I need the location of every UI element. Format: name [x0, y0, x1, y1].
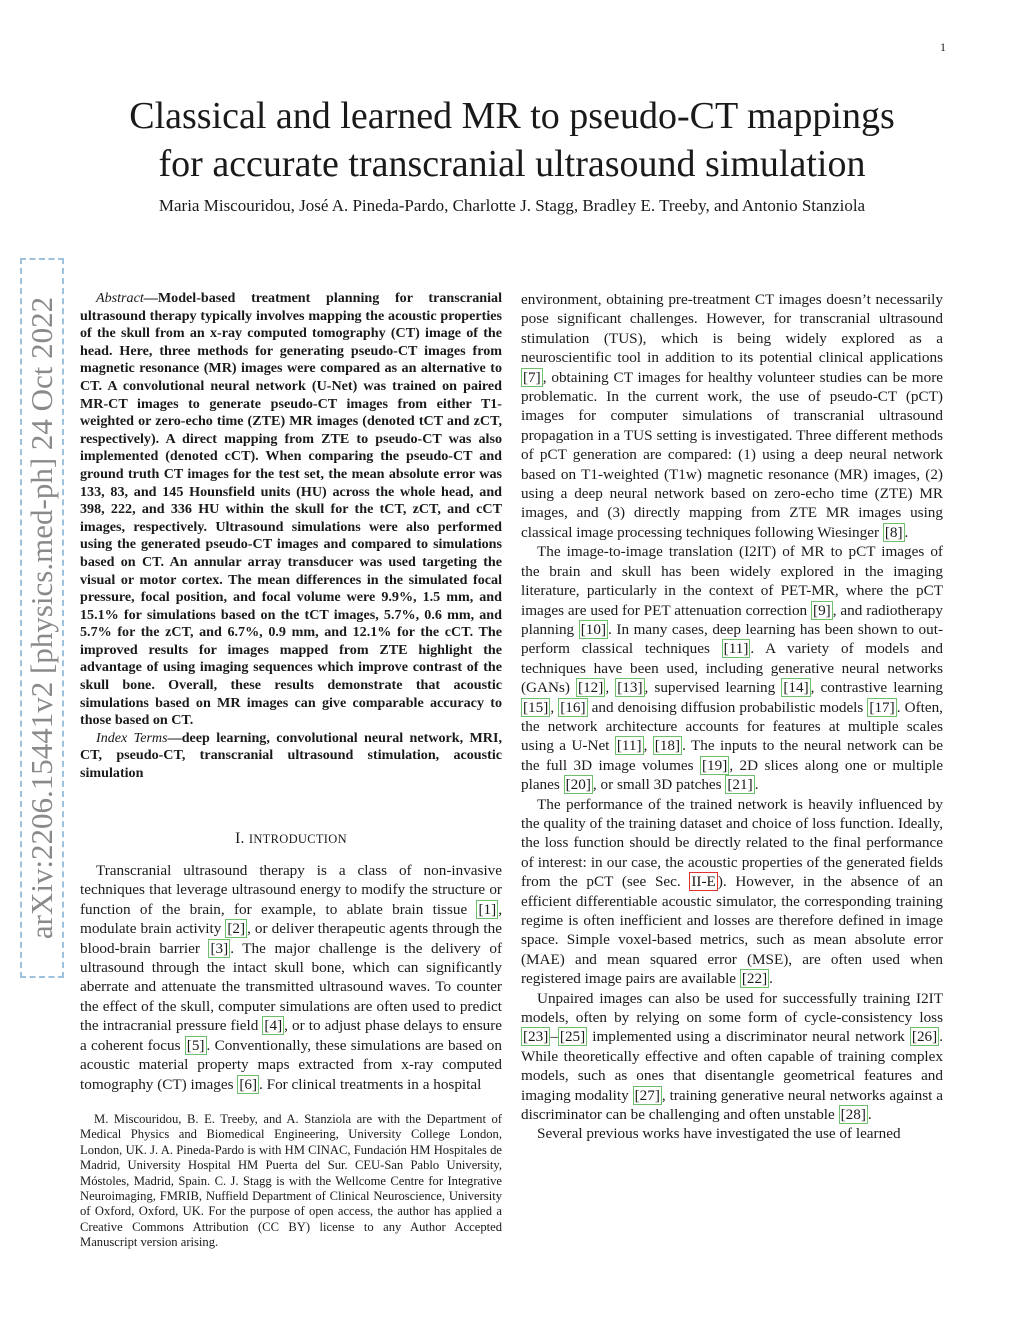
arxiv-sidebar: [20, 258, 64, 978]
left-column: [80, 290, 502, 1251]
citation-link[interactable]: [15]: [523, 698, 549, 716]
section-heading: [80, 829, 502, 849]
citation-link[interactable]: [11]: [723, 640, 749, 658]
citation-link[interactable]: [5]: [186, 1036, 205, 1054]
right-column: [521, 290, 943, 1144]
body-paragraph-5: Several previous works have investigated the use of learned: [537, 1125, 901, 1143]
body-paragraph-1: environment, obtaining pre-treatment CT images doesn’t necessarily pose significant challenges. However, for transcranial ultrasound stimulation (TUS), which is being widely explored as a neuroscientific tool in addition to its potential clinical applications [7] , obtaining CT images for healthy volunteer studies can be more problematic. In the current work, the use of pseudo-CT (pCT) images for computer simulations of transcranial ultrasound propagation in a TUS setting is investigated. Three different methods of pCT generation are compared: (1) using a deep neural network based on T1-weighted (T1w) magnetic resonance (MR) images, (2) using a deep neural network based on zero-echo time (ZTE) MR images, and (3) directly mapping from ZTE MR images using classical image processing techniques following Wiesinger [8] .: [521, 291, 943, 541]
citation-link[interactable]: [27]: [634, 1086, 660, 1104]
abstract: Abstract—Model-based treatment planning for transcranial ultrasound therapy typically involves mapping the acoustic properties of the skull from an x-ray computed tomography (CT) image of the head. Here, three methods for generating pseudo-CT images from magnetic resonance (MR) images were compared as an alternative to CT. A convolutional neural network (U-Net) was trained on paired MR-CT images to generate pseudo-CT images from either T1-weighted or zero-echo time (ZTE) MR images (denoted tCT and zCT, respectively). A direct mapping from ZTE to pseudo-CT was also implemented (denoted cCT). When comparing the pseudo-CT and ground truth CT images for the test set, the mean absolute error was 133, 83, and 145 Hounsfield units (HU) across the whole head, and 398, 222, and 336 HU within the skull for the tCT, zCT, and cCT images, respectively. Ultrasound simulations were also performed using the generated pseudo-CT images and compared to simulations based on CT. An annular array transducer was used targeting the visual or motor cortex. The mean differences in the simulated focal pressure, focal position, and focal volume were 9.9%, 1.5 mm, and 15.1% for simulations based on the tCT images, 5.7%, 0.6 mm, and 5.7% for the zCT, and 6.7%, 0.9 mm, and 12.1% for the cCT. The improved results for images mapped from ZTE highlight the advantage of using imaging sequences which improve contrast of the skull bone. Overall, these results demonstrate that acoustic simulations based on MR images can give comparable accuracy to those based on CT.: [80, 290, 502, 729]
index-terms-text: deep learning, convolutional neural network, MRI, CT, pseudo-CT, transcranial ultrasound stimulation, acoustic simulation: [80, 729, 502, 782]
citation-link[interactable]: [9]: [813, 601, 831, 619]
citation-link[interactable]: [8]: [884, 523, 903, 541]
citation-link[interactable]: [10]: [580, 620, 607, 638]
author-list: Maria Miscouridou, José A. Pineda-Pardo, Charlotte J. Stagg, Bradley E. Treeby, and Antonio Stanziola: [158, 196, 866, 215]
section-reference-link[interactable]: II-E: [691, 873, 716, 891]
paper-title: [60, 92, 964, 188]
affiliation-footnote: M. Miscouridou, B. E. Treeby, and A. Stanziola are with the Department of Medical Physics and Biomedical Engineering, University College London, London, UK. J. A. Pineda-Pardo is with HM CINAC, Fundación HM Hospitales de Madrid, University Hospital HM Puerta del Sur. CEU-San Pablo University, Móstoles, Madrid, Spain. C. J. Stagg is with the Wellcome Centre for Integrative Neuroimaging, FMRIB, Nuffield Department of Clinical Neuroscience, University of Oxford, Oxford, UK. For the purpose of open access, the author has applied a Creative Commons Attribution (CC BY) license to any Author Accepted Manuscript version arising.: [80, 1111, 502, 1250]
section-number: I.: [235, 829, 245, 847]
body-paragraph-3: The performance of the trained network is heavily influenced by the quality of the training dataset and choice of loss function. Ideally, the loss function should be directly related to the final performance of interest: in our case, the acoustic properties of the generated fields from the pCT (see Sec. II-E ). However, in the absence of an efficient differentiable acoustic simulator, the corresponding training regime is often inefficient and losses are therefore defined in image space. Simple voxel-based metrics, such as mean absolute error (MAE) and mean squared error (MSE), are often used when registered image pairs are available [22] .: [521, 795, 943, 988]
abstract-label: Abstract: [96, 290, 144, 306]
intro-paragraph-1: Transcranial ultrasound therapy is a class of non-invasive techniques that leverage ultrasound energy to modify the structure or function of the brain, for example, to ablate brain tissue [1] , modulate brain activity [2] , or deliver therapeutic agents through the blood-brain barrier [3] . The major challenge is the delivery of ultrasound through the intact skull bone, which can significantly aberrate and attenuate the transmitted ultrasound waves. To counter the effect of the skull, computer simulations are often used to predict the intracranial pressure field [4] , or to adjust phase delays to ensure a coherent focus [5] . Conventionally, these simulations are based on acoustic material property maps extracted from x-ray computed tomography (CT) images [6] . For clinical treatments in a hospital: [80, 862, 503, 1093]
citation-link[interactable]: [17]: [869, 698, 895, 716]
arxiv-identifier: arXiv:2206.15441v2 [physics.med-ph] 24 Oct 2022: [24, 296, 59, 940]
page-number: 1: [940, 40, 946, 54]
section-title: INTRODUCTION: [248, 831, 347, 846]
citation-link[interactable]: [20]: [565, 776, 591, 794]
citation-link[interactable]: [26]: [911, 1028, 938, 1046]
body-paragraph-2: The image-to-image translation (I2IT) of MR to pCT images of the brain and skull has been widely explored in the imaging literature, particularly in the context of PET-MR, where the pCT images are used for PET attenuation correction [9] , and radiotherapy planning [10] . In many cases, deep learning has been shown to out-perform classical techniques [11] . A variety of models and techniques have been used, including generative neural networks (GANs) [12] , [13] , supervised learning [14] , contrastive learning [15] , [16] and denoising diffusion probabilistic models [17] . Often, the network architecture accounts for features at multiple scales using a U-Net [11] , [18] . The inputs to the neural network can be the full 3D image volumes [19] , 2D slices along one or multiple planes [20] , or small 3D patches [21] .: [521, 543, 944, 794]
citation-link[interactable]: [19]: [702, 756, 728, 774]
citation-link[interactable]: [23]: [523, 1028, 549, 1046]
citation-link[interactable]: [1]: [478, 900, 497, 918]
citation-link[interactable]: [14]: [783, 679, 809, 697]
index-terms-label: Index Terms: [96, 729, 168, 746]
index-terms: Index Terms—deep learning, convolutional neural network, MRI, CT, pseudo-CT, transcranial ultrasound stimulation, acoustic simulation: [80, 729, 502, 782]
citation-link[interactable]: [18]: [654, 737, 681, 755]
body-paragraph-4: Unpaired images can also be used for successfully training I2IT models, often by relying on some form of cycle-consistency loss [23] – [25] implemented using a discriminator neural network [26] . While theoretically effective and often capable of training complex models, such as ones that disentangle geometrical features and imaging modality [27] , training generative neural networks against a discriminator can be challenging and often unstable [28] .: [521, 989, 943, 1124]
citation-link[interactable]: [22]: [741, 970, 768, 988]
citation-link[interactable]: [12]: [578, 679, 604, 697]
title-line-1: Classical and learned MR to pseudo-CT mappings: [129, 95, 895, 137]
citation-link[interactable]: [21]: [727, 776, 753, 794]
title-line-2: for accurate transcranial ultrasound simulation: [158, 143, 866, 185]
citation-link[interactable]: [28]: [840, 1106, 866, 1124]
abstract-text: Model-based treatment planning for transcranial ultrasound therapy typically involves mapping the acoustic properties of the skull from an x-ray computed tomography (CT) image of the head. Here, three methods for generating pseudo-CT images from magnetic resonance (MR) images were compared as an alternative to CT. A convolutional neural network (U-Net) was trained on paired MR-CT images to generate pseudo-CT images from either T1-weighted or zero-echo time (ZTE) MR images (denoted tCT and zCT, respectively). A direct mapping from ZTE to pseudo-CT was also implemented (denoted cCT). When comparing the pseudo-CT and ground truth CT images for the test set, the mean absolute error was 133, 83, and 145 Hounsfield units (HU) across the whole head, and 398, 222, and 336 HU within the skull for the tCT, zCT, and cCT images, respectively. Ultrasound simulations were also performed using the generated pseudo-CT images and compared to simulations based on CT. An annular array transducer was used targeting the visual or motor cortex. The mean differences in the simulated focal pressure, focal position, and focal volume were 9.9%, 1.5 mm, and 15.1% for simulations based on the tCT images, 5.7%, 0.6 mm, and 5.7% for the zCT, and 6.7%, 0.9 mm, and 12.1% for the cCT. The improved results for images mapped from ZTE highlight the advantage of using imaging sequences which improve contrast of the skull bone. Overall, these results demonstrate that acoustic simulations based on MR images can give comparable accuracy to those based on CT.: [80, 290, 502, 729]
citation-link[interactable]: [6]: [239, 1075, 258, 1093]
citation-link[interactable]: [2]: [227, 920, 246, 938]
citation-link[interactable]: [7]: [523, 368, 541, 386]
citation-link[interactable]: [4]: [264, 1017, 283, 1035]
citation-link[interactable]: [11]: [616, 737, 642, 755]
citation-link[interactable]: [13]: [617, 679, 643, 697]
citation-link[interactable]: [3]: [210, 939, 229, 957]
citation-link[interactable]: [25]: [559, 1028, 586, 1046]
citation-link[interactable]: [16]: [560, 698, 586, 716]
